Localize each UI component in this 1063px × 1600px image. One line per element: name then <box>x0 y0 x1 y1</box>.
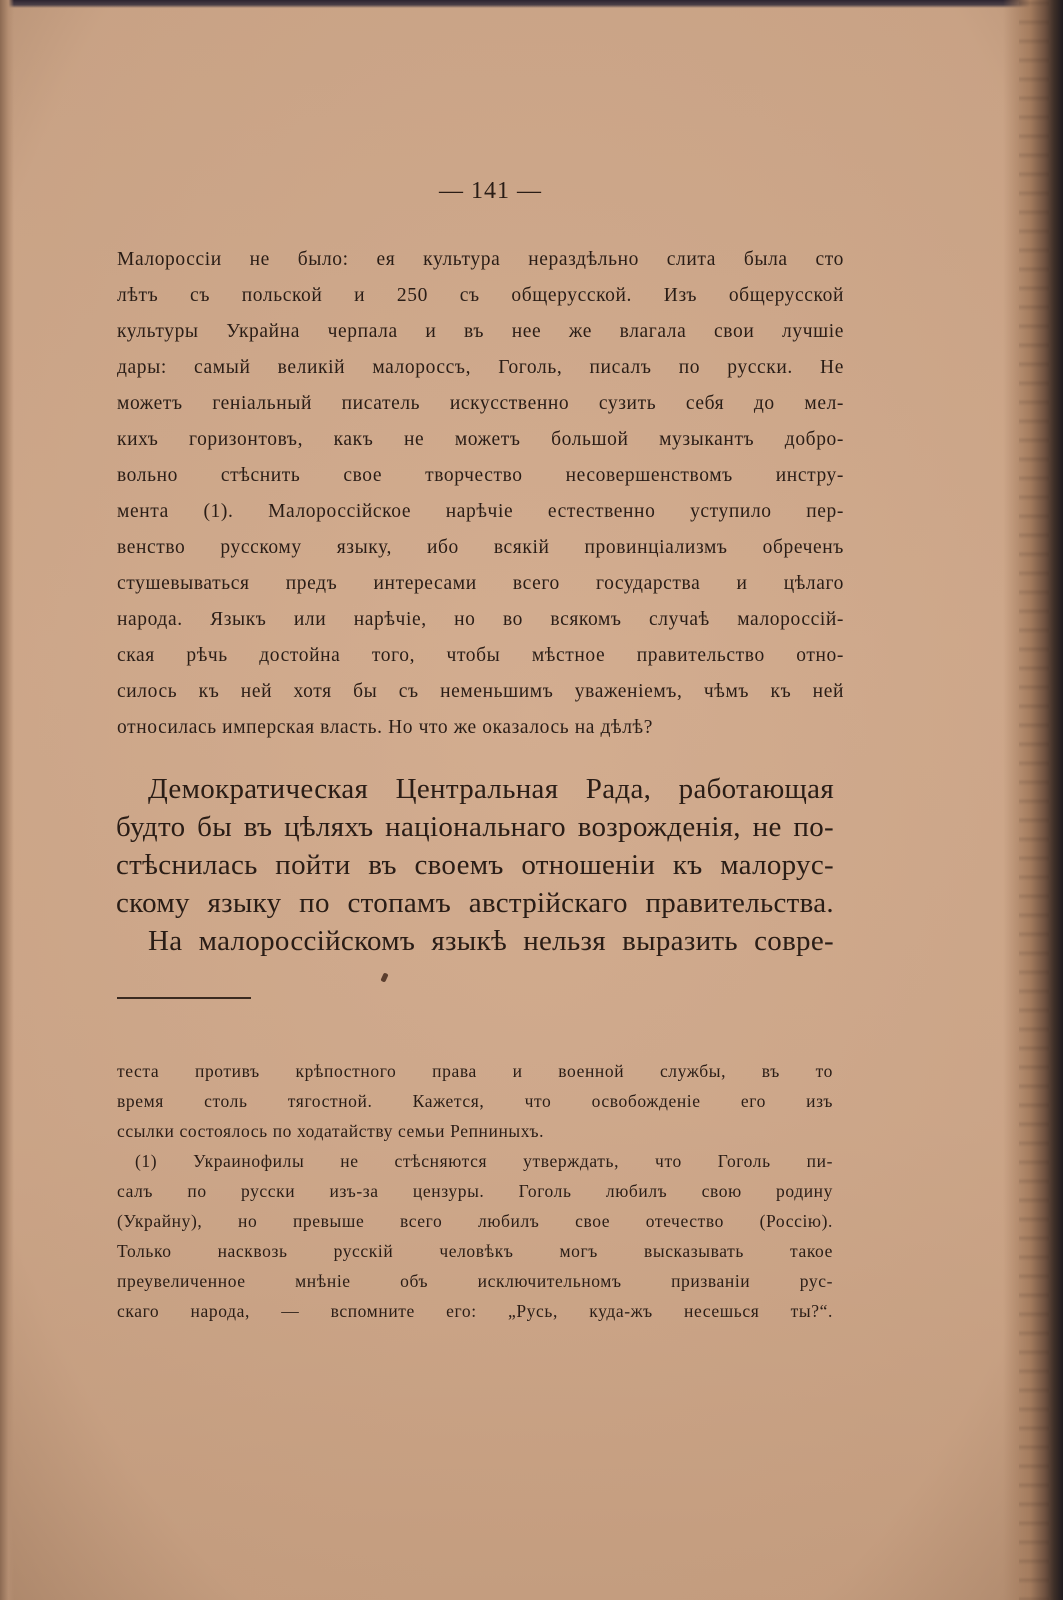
main-line: относилась имперская власть. Но что же оказалось на дѣлѣ? <box>117 717 653 738</box>
footnote-1-line: (1) Украинофилы не стѣсняются утверждать, что Гоголь пи- <box>135 1151 833 1171</box>
footnote-separator <box>117 997 251 999</box>
large-line: стѣснилась пойти въ своемъ отношеніи къ малорус- <box>116 849 834 881</box>
page-number: — 141 — <box>439 178 542 204</box>
main-line: венство русскому языку, ибо всякій провинціализмъ обреченъ <box>117 537 844 558</box>
main-line: кихъ горизонтовъ, какъ не можетъ большой музыкантъ добро- <box>117 429 844 450</box>
main-line: силось къ ней хотя бы съ неменьшимъ уваженіемъ, чѣмъ къ ней <box>117 681 844 702</box>
main-line: дары: самый великій малороссъ, Гоголь, писалъ по русски. Не <box>117 357 844 378</box>
footnote-1-line: (Украйну), но превыше всего любилъ свое отечество (Россію). <box>117 1211 833 1231</box>
main-line: лѣтъ съ польской и 250 съ общерусской. Изъ общерусской <box>117 285 844 306</box>
footnote-1-line: преувеличенное мнѣніе объ исключительномъ призваніи рус- <box>117 1271 833 1291</box>
main-line: ская рѣчь достойна того, чтобы мѣстное правительство отно- <box>117 645 844 666</box>
page-top-edge <box>0 0 1063 8</box>
large-line: будто бы въ цѣляхъ національнаго возрожденія, не по- <box>116 811 834 843</box>
footnotes <box>117 1056 833 1326</box>
footnote-1-line: салъ по русски изъ-за цензуры. Гоголь любилъ свою родину <box>117 1181 833 1201</box>
ink-speck <box>380 972 388 982</box>
main-line: мента (1). Малороссійское нарѣчіе естественно уступило пер- <box>117 501 844 522</box>
main-line: культуры Украйна черпала и въ нее же влагала свои лучшіе <box>117 321 844 342</box>
main-line: Малороссіи не было: ея культура нераздѣльно слита была сто <box>117 249 844 270</box>
page-edge-texture <box>1019 0 1049 1600</box>
main-line: народа. Языкъ или нарѣчіе, но во всякомъ случаѣ малороссій- <box>117 609 844 630</box>
page-left-edge <box>0 0 14 1600</box>
main-line: вольно стѣснить свое творчество несовершенствомъ инстру- <box>117 465 844 486</box>
footnote-1-line: Только насквозь русскій человѣкъ могъ высказывать такое <box>117 1241 833 1261</box>
main-line: можетъ геніальный писатель искусственно сузить себя до мел- <box>117 393 844 414</box>
footnote-continuation-line: время столь тягостной. Кажется, что освобожденіе его изъ <box>117 1091 833 1111</box>
large-line: На малороссійскомъ языкѣ нельзя выразить совре- <box>148 925 834 957</box>
footnote-continuation-line: ссылки состоялось по ходатайству семьи Репниныхъ. <box>117 1121 545 1141</box>
footnote-continuation-line: теста противъ крѣпостного права и военной службы, въ то <box>117 1061 833 1081</box>
main-line: стушевываться предъ интересами всего государства и цѣлаго <box>117 573 844 594</box>
large-type-paragraph <box>116 770 834 960</box>
footnote-1-line: скаго народа, — вспомните его: „Русь, куда-жъ несешься ты?“. <box>117 1301 833 1321</box>
main-paragraph <box>117 242 844 746</box>
large-line: Демократическая Центральная Рада, работающая <box>148 773 834 805</box>
large-line: скому языку по стопамъ австрійскаго правительства. <box>116 887 834 919</box>
